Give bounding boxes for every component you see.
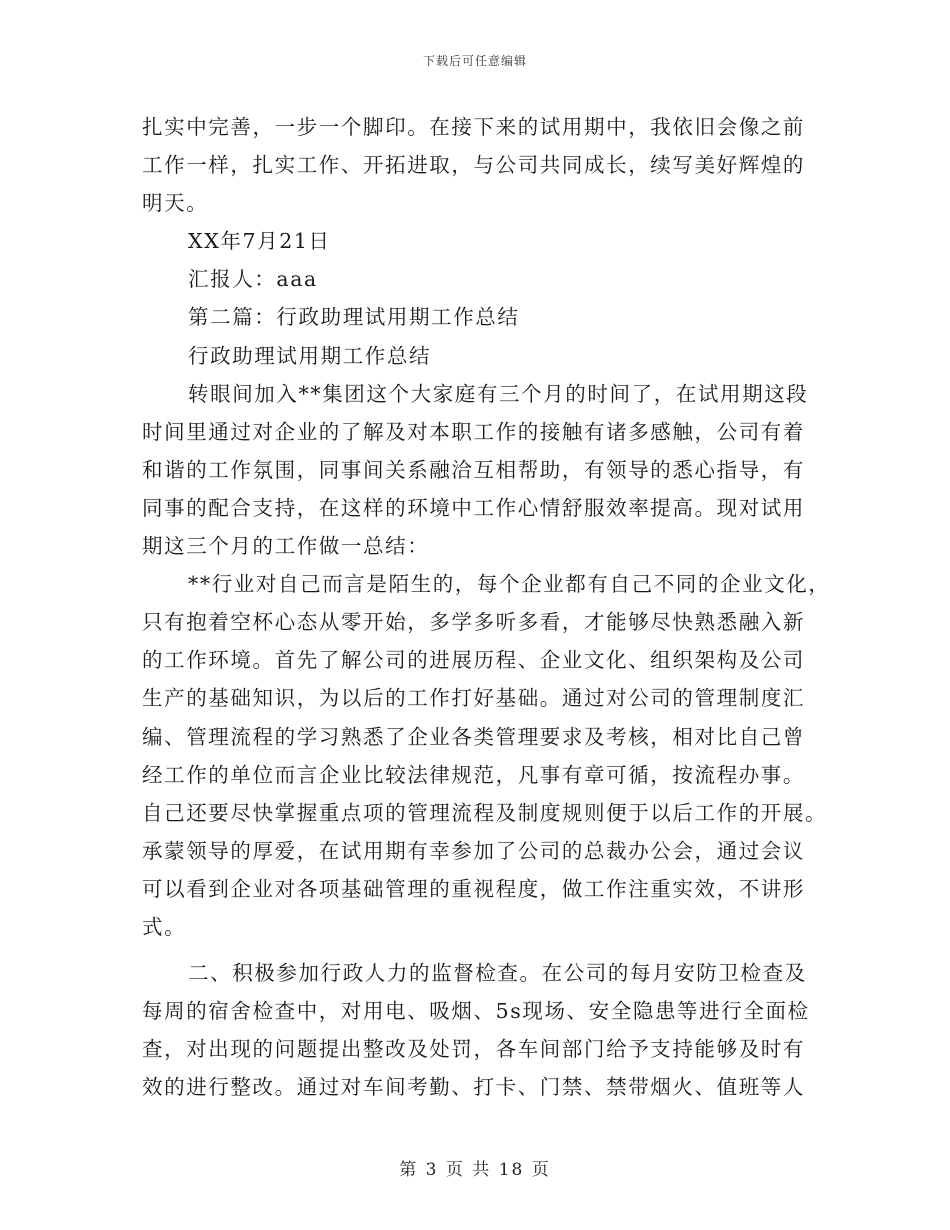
text-line: 扎实中完善，一步一个脚印。在接下来的试用期中，我依旧会像之前	[142, 115, 805, 139]
text-line: 生产的基础知识，为以后的工作打好基础。通过对公司的管理制度汇	[142, 686, 805, 711]
text-line: 和谐的工作氛围，同事间关系融洽互相帮助，有领导的悉心指导，有	[142, 457, 805, 482]
text-line: 效的进行整改。通过对车间考勤、打卡、门禁、禁带烟火、值班等人	[142, 1075, 805, 1100]
text-line: 承蒙领导的厚爱，在试用期有幸参加了公司的总裁办公会，通过会议	[142, 838, 805, 863]
text-line: 式。	[142, 914, 187, 939]
text-line: 二、积极参加行政人力的监督检查。在公司的每月安防卫检查及	[188, 961, 807, 986]
text-line: 期这三个月的工作做一总结：	[142, 534, 430, 559]
text-line: 转眼间加入**集团这个大家庭有三个月的时间了，在试用期这段	[188, 381, 809, 406]
text-line: 自己还要尽快掌握重点项的管理流程及制度规则便于以后工作的开展。	[142, 800, 828, 825]
text-line: 工作一样，扎实工作、开拓进取，与公司共同成长，续写美好辉煌的	[142, 153, 805, 178]
text-line: 的工作环境。首先了解公司的进展历程、企业文化、组织架构及公司	[142, 648, 805, 673]
text-line: 明天。	[142, 191, 209, 216]
text-line: 查，对出现的问题提出整改及处罚，各车间部门给予支持能够及时有	[142, 1037, 805, 1062]
reporter-line: 汇报人：aaa	[188, 267, 318, 292]
text-line: 编、管理流程的学习熟悉了企业各类管理要求及考核，相对比自己曾	[142, 724, 805, 749]
page-header: 下载后可任意编辑	[422, 54, 527, 68]
page-number-footer: 第 3 页 共 18 页	[399, 1160, 551, 1180]
date-line: XX年7月21日	[188, 229, 331, 254]
text-line: 时间里通过对企业的了解及对本职工作的接触有诸多感触，公司有着	[142, 419, 805, 444]
text-line: 同事的配合支持，在这样的环境中工作心情舒服效率提高。现对试用	[142, 495, 805, 520]
text-line: 每周的宿舍检查中，对用电、吸烟、5s现场、安全隐患等进行全面检	[142, 999, 810, 1024]
text-line: **行业对自己而言是陌生的，每个企业都有自己不同的企业文化，	[188, 572, 831, 597]
document-body	[142, 108, 831, 1106]
text-line: 可以看到企业对各项基础管理的重视程度，做工作注重实效，不讲形	[142, 876, 805, 901]
section-heading: 第二篇：行政助理试用期工作总结	[188, 305, 520, 330]
text-line: 经工作的单位而言企业比较法律规范，凡事有章可循，按流程办事。	[142, 762, 805, 787]
text-line: 只有抱着空杯心态从零开始，多学多听多看，才能够尽快熟悉融入新	[142, 610, 805, 635]
section-title: 行政助理试用期工作总结	[188, 343, 432, 368]
